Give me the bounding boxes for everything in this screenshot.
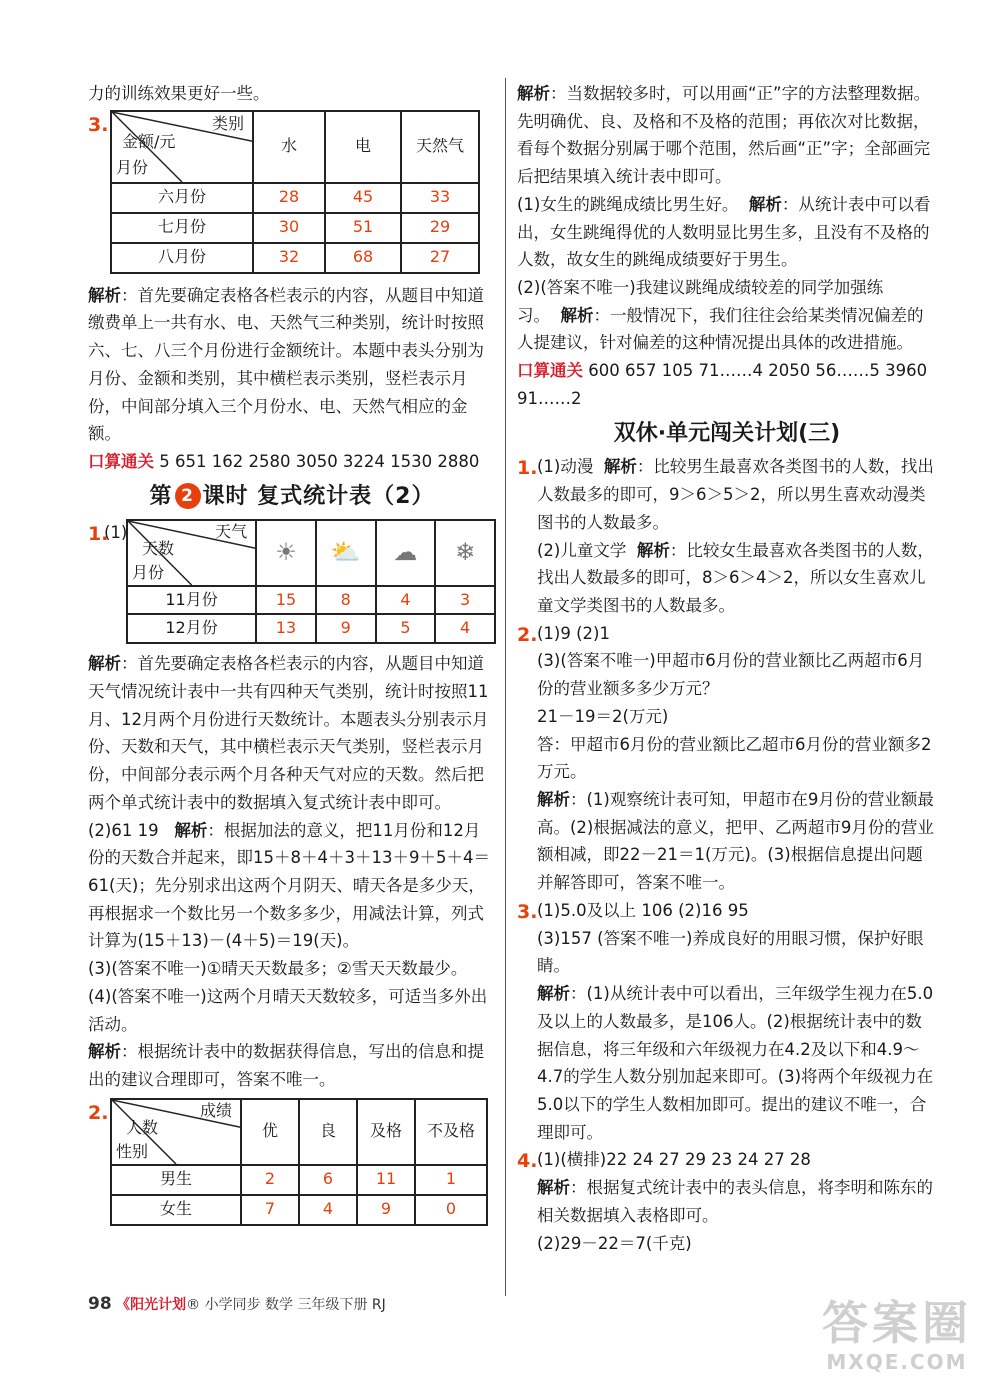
- analysis-label: 解析: [88, 654, 121, 674]
- analysis-paragraph: [517, 80, 937, 191]
- row-label: 八月份: [111, 243, 253, 273]
- right-column: [517, 80, 937, 1257]
- book-info: ® 小学同步 数学 三年级下册 RJ: [186, 1297, 386, 1313]
- answer-paragraph: [517, 191, 937, 274]
- cell: 5: [376, 614, 436, 643]
- cell: 0: [415, 1195, 487, 1225]
- unit-question-4: [517, 1146, 937, 1257]
- grade-table: [110, 1098, 488, 1226]
- question-3: [88, 110, 496, 274]
- oral-calc-text: 5 651 162 2580 3050 3224 1530 2880: [154, 452, 480, 472]
- header-category: 类别: [211, 113, 244, 133]
- cell: 1: [415, 1165, 487, 1195]
- row-label: 11月份: [127, 586, 256, 615]
- analysis-label: 解析: [560, 305, 594, 325]
- cloud-icon: ☁: [376, 520, 436, 586]
- analysis-text: ：(1)观察统计表可知，甲超市在9月份的营业额最高。(2)根据减法的意义，把甲、乙两超市9月份的营业额相减，即22－21＝1(万元)。(3)根据信息提出问题并解答即可，答案不唯一。: [537, 790, 934, 893]
- cell: 68: [325, 243, 401, 273]
- question-number: 4.: [517, 1150, 538, 1173]
- analysis-paragraph: [88, 1038, 496, 1093]
- unit-question-1: [517, 453, 937, 619]
- question-number: 3.: [517, 900, 538, 923]
- answer-text: (1)动漫: [537, 457, 594, 477]
- lesson-number: 2: [175, 483, 201, 509]
- lesson-title: [88, 482, 496, 513]
- snow-icon: ❄: [435, 520, 495, 586]
- question-body: [537, 453, 937, 619]
- cloudy-icon: ⛅: [316, 520, 376, 586]
- table-row: [127, 614, 495, 643]
- cell: 4: [376, 586, 436, 615]
- analysis-text: ：根据加法的意义，把11月份和12月份的天数合并起来，即15＋8＋4＋3＋13＋9＋5＋4＝61(天)；先分别求出这两个月阴天、晴天各是多少天，再根据求一个数比另一个数多多少，用减法计算，列式计算为(15＋13)－(4＋5)＝19(天)。: [88, 820, 490, 951]
- analysis-paragraph: [88, 282, 496, 448]
- analysis-text: ：(1)从统计表中可以看出，三年级学生视力在5.0及以上的人数最多，是106人。(2)根据统计表中的数据信息，将三年级和六年级视力在4.2及以下和4.9～4.7的学生人数分别加起来即可。(3)将两个年级视力在5.0以下的学生人数相加即可。提出的建议不唯一，合理即可。: [537, 984, 934, 1142]
- brand-name: 《阳光计划: [116, 1297, 187, 1313]
- table-row: [111, 1195, 487, 1225]
- row-label: 女生: [111, 1195, 241, 1225]
- answer-paragraph: (2)29－22＝7(千克): [537, 1233, 692, 1253]
- left-column: [88, 80, 496, 1226]
- question-number: 1.: [88, 522, 109, 545]
- column-header: 电: [325, 111, 401, 183]
- question-body: [537, 620, 937, 897]
- analysis-label: 解析: [174, 820, 208, 840]
- answer-paragraph: (1)9 (2)1: [537, 623, 610, 643]
- oral-calc-tag: 口算通关: [517, 361, 583, 381]
- header-month: 月份: [116, 157, 149, 177]
- column-header: 及格: [357, 1099, 415, 1165]
- table-row: [111, 213, 479, 243]
- cell: 30: [253, 213, 325, 243]
- cell: 11: [357, 1165, 415, 1195]
- answer-paragraph: (3)(答案不唯一)甲超市6月份的营业额比乙两超市6月份的营业额多多少万元？: [537, 651, 925, 699]
- column-header: 不及格: [415, 1099, 487, 1165]
- row-label: 12月份: [127, 614, 256, 643]
- answer-paragraph: (4)(答案不唯一)这两个月晴天天数较多，可适当多外出活动。: [88, 986, 488, 1034]
- column-header: 优: [241, 1099, 299, 1165]
- analysis-paragraph: [537, 786, 937, 897]
- cell: 9: [316, 614, 376, 643]
- table-diagonal-header: [111, 1099, 241, 1165]
- cell: 32: [253, 243, 325, 273]
- question-number: 3.: [88, 113, 109, 136]
- calculation: 21－19＝2(万元): [537, 706, 669, 726]
- analysis-label: 解析: [603, 457, 637, 477]
- cell: 13: [256, 614, 316, 643]
- oral-calc: [517, 357, 937, 412]
- lesson-prefix: 第: [149, 483, 173, 509]
- question-2: [88, 1098, 496, 1226]
- analysis-text: ：从统计表中可以看出，女生跳绳得优的人数明显比男生多，且没有不及格的人数，故女生的跳绳成绩要好于男生。: [517, 194, 931, 270]
- analysis-label: 解析: [748, 194, 782, 214]
- answer-paragraph: (1)5.0及以上 106 (2)16 95: [537, 900, 749, 920]
- answer-paragraph: [537, 453, 937, 536]
- analysis-text: ：当数据较多时，可以用画“正”字的方法整理数据。先明确优、良、及格和不及格的范围；再依次对比数据，看每个数据分别属于哪个范围，然后画“正”字；全部画完后把结果填入统计表中即可。: [517, 84, 931, 187]
- analysis-paragraph: [537, 1174, 937, 1229]
- analysis-text: ：根据复式统计表中的表头信息，将李明和陈东的相关数据填入表格即可。: [537, 1178, 933, 1225]
- table-row: [127, 586, 495, 615]
- answer-paragraph: 答：甲超市6月份的营业额比乙超市6月份的营业额多2万元。: [537, 734, 932, 782]
- column-header: 水: [253, 111, 325, 183]
- analysis-label: 解析: [88, 285, 121, 305]
- intro-line: 力的训练效果更好一些。: [88, 84, 270, 103]
- cell: 29: [401, 213, 479, 243]
- table-row: [111, 243, 479, 273]
- analysis-label: 解析: [517, 84, 550, 103]
- column-header: 良: [299, 1099, 357, 1165]
- answer-paragraph: (3)(答案不唯一)①晴天天数最多；②雪天天数最少。: [88, 959, 468, 979]
- answer-text: (1)女生的跳绳成绩比男生好。: [517, 194, 739, 214]
- analysis-text: ：首先要确定表格各栏表示的内容，从题目中知道天气情况统计表中一共有四种天气类别，统计时按照11月、12月两个月份进行天数统计。本题表头分别表示月份、天数和天气，其中横栏表示天气类别，竖栏表示月份，中间部分表示两个月各种天气对应的天数。然后把两个单式统计表中的数据填入复式统计表中即可。: [88, 654, 489, 812]
- oral-calc: [88, 448, 496, 476]
- analysis-label: 解析: [537, 790, 570, 810]
- table-diagonal-header: [111, 111, 253, 183]
- question-body: [537, 897, 937, 1146]
- analysis-paragraph: [537, 980, 937, 1146]
- header-days: 天数: [142, 538, 175, 558]
- analysis-text: ：比较男生最喜欢各类图书的人数，找出人数最多的即可，9＞6＞5＞2，所以男生喜欢动漫类图书的人数最多。: [537, 457, 934, 532]
- answer-paragraph: [537, 537, 937, 620]
- answer-text: (2)61 19: [88, 820, 159, 840]
- analysis-text: ：首先要确定表格各栏表示的内容，从题目中知道缴费单上一共有水、电、天然气三种类别，统计时按照六、七、八三个月份进行金额统计。本题中表头分别为月份、金额和类别，其中横栏表示类别，竖栏表示月份，中间部分填入三个月份水、电、天然气相应的金额。: [88, 285, 484, 444]
- table-diagonal-header: [127, 520, 256, 586]
- cost-table: [110, 110, 480, 274]
- cell: 2: [241, 1165, 299, 1195]
- cell: 33: [401, 183, 479, 213]
- page-number: 98: [88, 1294, 112, 1314]
- answer-paragraph: [517, 274, 937, 357]
- lesson-suffix: 课时 复式统计表（2）: [202, 483, 435, 509]
- watermark-url: MXQE.COM: [826, 1350, 968, 1374]
- header-count: 人数: [126, 1117, 159, 1137]
- cell: 7: [241, 1195, 299, 1225]
- cell: 15: [256, 586, 316, 615]
- page-footer: [88, 1290, 386, 1319]
- part-label: (1): [104, 522, 128, 542]
- header-month: 月份: [132, 562, 165, 582]
- row-label: 男生: [111, 1165, 241, 1195]
- row-label: 六月份: [111, 183, 253, 213]
- table-row: [111, 1165, 487, 1195]
- analysis-label: 解析: [88, 1042, 121, 1062]
- cell: 4: [299, 1195, 357, 1225]
- analysis-label: 解析: [537, 984, 570, 1004]
- question-1: [88, 519, 496, 645]
- question-number: 2.: [517, 623, 538, 646]
- analysis-text: ：比较女生最喜欢各类图书的人数，找出人数最多的即可，8＞6＞4＞2，所以女生喜欢儿童文学类图书的人数最多。: [537, 540, 934, 616]
- oral-calc-text: 600 657 105 71……4 2050 56……5 3960 91……2: [517, 361, 928, 408]
- header-gender: 性别: [116, 1141, 149, 1161]
- answer-paragraph: (3)157 (答案不唯一)养成良好的用眼习惯，保护好眼睛。: [537, 928, 924, 976]
- header-weather: 天气: [215, 521, 248, 541]
- column-divider: [505, 78, 506, 1296]
- cell: 28: [253, 183, 325, 213]
- header-grade: 成绩: [199, 1100, 232, 1120]
- header-amount: 金额/元: [122, 131, 176, 151]
- analysis-label: 解析: [537, 1178, 570, 1198]
- answer-paragraph: (1)(横排)22 24 27 29 23 24 27 28: [537, 1150, 811, 1170]
- cell: 27: [401, 243, 479, 273]
- cell: 45: [325, 183, 401, 213]
- analysis-paragraph: [88, 650, 496, 816]
- unit-question-2: [517, 620, 937, 897]
- oral-calc-tag: 口算通关: [88, 452, 154, 472]
- answer-text: (2)(答案不唯一)我建议跳绳成绩较差的同学加强练习。: [517, 278, 884, 325]
- weather-table: [126, 519, 496, 645]
- question-number: 1.: [517, 457, 538, 480]
- row-label: 七月份: [111, 213, 253, 243]
- cell: 8: [316, 586, 376, 615]
- analysis-text: ：根据统计表中的数据获得信息，写出的信息和提出的建议合理即可，答案不唯一。: [88, 1042, 484, 1090]
- unit-title: 双休·单元闯关计划(三): [613, 420, 841, 446]
- cell: 3: [435, 586, 495, 615]
- cell: 9: [357, 1195, 415, 1225]
- cell: 6: [299, 1165, 357, 1195]
- cell: 51: [325, 213, 401, 243]
- analysis-text: ：一般情况下，我们往往会给某类情况偏差的人提建议，针对偏差的这种情况提出具体的改进措施。: [517, 305, 924, 353]
- table-row: [111, 183, 479, 213]
- unit-question-3: [517, 897, 937, 1146]
- cell: 4: [435, 614, 495, 643]
- watermark-text: 答案圈: [822, 1296, 972, 1350]
- analysis-label: 解析: [636, 540, 670, 560]
- answer-paragraph: [88, 817, 496, 956]
- column-header: 天然气: [401, 111, 479, 183]
- answer-text: (2)儿童文学: [537, 540, 627, 560]
- question-number: 2.: [88, 1101, 109, 1124]
- question-body: [537, 1146, 937, 1257]
- sun-icon: ☀: [256, 520, 316, 586]
